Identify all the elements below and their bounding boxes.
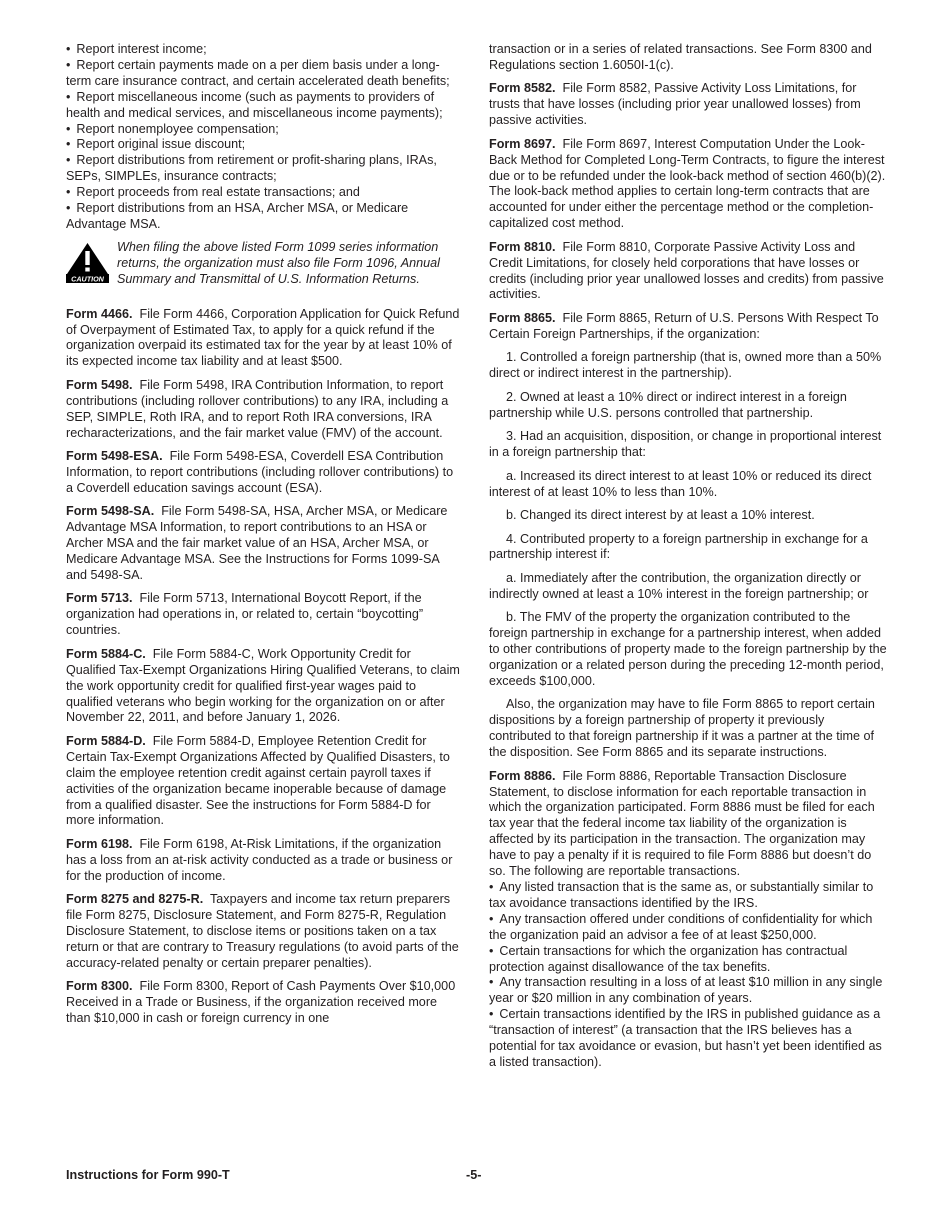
section-heading: Form 8697. — [489, 136, 556, 151]
list-item: a. Immediately after the contribution, the organization directly or indirectly owned at least a 10% interest in the foreign partnership; or — [489, 570, 869, 601]
section-text: File Form 5498-ESA, Coverdell ESA Contribution Information, to report contributions (including rollover contributions) to a Coverdell education savings account (ESA). — [66, 449, 454, 495]
list-item: • Report miscellaneous income (such as payments to providers of health and medical services, and miscellaneous income payments); — [66, 90, 462, 122]
list-item: a. Increased its direct interest to at least 10% or reduced its direct interest of at least 10% to less than 10%. — [489, 468, 872, 499]
section-form-4466 — [66, 307, 462, 371]
list-item: • Certain transactions for which the organization has contractual protection against disallowance of the tax benefits. — [489, 944, 887, 976]
section-heading: Form 5884-D. — [66, 733, 146, 748]
section-text: File Form 8300, Report of Cash Payments Over $10,000 Received in a Trade or Business, if the organization received more than $10,000 in cash or foreign currency in one — [66, 979, 456, 1026]
section-text: File Form 5884-C, Work Opportunity Credit for Qualified Tax-Exempt Organizations Hiring Qualified Veterans, to claim the work opportunity credit for qualified first-year wages paid to qualified veterans who begin working for the organization on or after November 22, 2011, and before January 1, 2026. — [66, 646, 460, 725]
section-heading: Form 5713. — [66, 591, 133, 606]
caution-icon — [66, 242, 109, 283]
list-item: • Any transaction resulting in a loss of at least $10 million in any single year or $20 million in any combination of years. — [489, 975, 887, 1007]
section-text: File Form 5498-SA, HSA, Archer MSA, or Medicare Advantage MSA Information, to report contributions to an HSA or Archer MSA and the fair market value of an HSA, Archer MSA, or Medicare Advantage MSA. See the Instructions for Forms 1099-SA and 5498-SA. — [66, 504, 448, 582]
list-item: b. Changed its direct interest by at least a 10% interest. — [506, 508, 815, 522]
section-form-5884-c — [66, 647, 462, 727]
right-column — [489, 42, 887, 1071]
section-text: File Form 6198, At-Risk Limitations, if the organization has a loss from an at-risk activity conducted as a trade or business or for the production of income. — [66, 836, 453, 883]
section-form-8300 — [66, 979, 462, 1027]
section-text: File Form 5498, IRA Contribution Information, to report contributions (including rollover contributions) to any IRA, including a SEP, SIMPLE, Roth IRA, and to report Roth IRA conversions, IRA recharacterizations, and the fair market value (FMV) of the account. — [66, 377, 449, 440]
section-heading: Form 8582. — [489, 81, 556, 96]
section-form-8886 — [489, 769, 887, 880]
paragraph: Also, the organization may have to file Form 8865 to report certain dispositions by a foreign partnership of property it previously contributed to that foreign partnership if it was a partner at the time of the disposition. See Form 8865 and its separate instructions. — [489, 697, 875, 760]
footer-title: Instructions for Form 990-T — [66, 1168, 230, 1182]
section-text: File Form 8865, Return of U.S. Persons With Respect To Certain Foreign Partnerships, if the organization: — [489, 310, 879, 341]
section-form-6198 — [66, 837, 462, 885]
list-item: b. The FMV of the property the organization contributed to the foreign partnership in exchange for a partnership interest, when added to other contributions of property made to the foreign partnership by the organization or a related person during the preceding 12-month period, exceeds $100,000. — [489, 610, 887, 688]
section-form-5498-sa — [66, 504, 462, 584]
section-heading: Form 5498. — [66, 377, 133, 392]
page-number: -5- — [466, 1168, 482, 1182]
section-heading: Form 4466. — [66, 306, 133, 321]
section-text: File Form 8810, Corporate Passive Activity Loss and Credit Limitations, for closely held corporations that have losses or credits (including prior year unallowed losses and credits) from passive activities. — [489, 239, 884, 302]
section-form-8697 — [489, 137, 887, 232]
continuation-text: transaction or in a series of related transactions. See Form 8300 and Regulations section 1.6050I-1(c). — [489, 42, 872, 72]
section-text: File Form 8886, Reportable Transaction Disclosure Statement, to disclose information for each reportable transaction in which the organization participated. Form 8886 must be filed for each tax year that the federal income tax liability of the organization is affected by its participation in the transaction. The organization may have to pay a penalty if it is required to file Form 8886 but doesn’t do so. The following are reportable transactions. — [489, 768, 875, 879]
list-item: • Report nonemployee compensation; — [66, 122, 462, 138]
section-text: Taxpayers and income tax return preparers file Form 8275, Disclosure Statement, and Form 8275-R, Regulation Disclosure Statement, to disclose items or positions taken on a tax return or that are contrary to Treasury regulations (to avoid parts of the accuracy-related penalty or certain preparer penalties). — [66, 892, 459, 970]
list-item: • Report distributions from retirement or profit-sharing plans, IRAs, SEPs, SIMPLEs, insurance contracts; — [66, 153, 462, 185]
section-heading: Form 8275 and 8275-R. — [66, 892, 204, 907]
list-item: 3. Had an acquisition, disposition, or change in proportional interest in a foreign partnership that: — [489, 429, 882, 460]
section-heading: Form 8810. — [489, 239, 556, 254]
section-form-8275 — [66, 892, 462, 972]
section-heading: Form 8886. — [489, 768, 556, 783]
section-text: File Form 5884-D, Employee Retention Credit for Certain Tax-Exempt Organizations Affected by Qualified Disasters, to claim the employee retention credit against certain payroll taxes if activities of the organization became inoperable because of damage from a qualified disaster. See the instructions for Form 5884-D for more information. — [66, 733, 450, 828]
caution-note — [66, 240, 462, 288]
section-form-5884-d — [66, 734, 462, 829]
section-heading: Form 8865. — [489, 310, 556, 325]
list-item: • Report distributions from an HSA, Archer MSA, or Medicare Advantage MSA. — [66, 201, 462, 233]
section-form-8865 — [489, 311, 887, 343]
list-item: • Report proceeds from real estate transactions; and — [66, 185, 462, 201]
section-form-5498 — [66, 378, 462, 442]
section-heading: Form 6198. — [66, 836, 133, 851]
section-text: File Form 4466, Corporation Application for Quick Refund of Overpayment of Estimated Tax, to apply for a quick refund if the organization overpaid its estimated tax for the year by at least 10% of its expected income tax liability and at least $500. — [66, 306, 460, 369]
section-text: File Form 5713, International Boycott Report, if the organization had operations in, or related to, certain “boycotting” countries. — [66, 591, 424, 638]
section-form-8810 — [489, 240, 887, 304]
list-item: 4. Contributed property to a foreign partnership in exchange for a partnership interest if: — [489, 531, 868, 562]
section-form-8582 — [489, 81, 887, 129]
list-item: 1. Controlled a foreign partnership (that is, owned more than a 50% direct or indirect interest in the partnership). — [489, 350, 882, 381]
section-text: File Form 8582, Passive Activity Loss Limitations, for trusts that have losses (including prior year unallowed losses) from passive activities. — [489, 81, 861, 128]
list-item: • Report interest income; — [66, 42, 462, 58]
section-heading: Form 8300. — [66, 979, 133, 994]
list-item: • Any listed transaction that is the same as, or substantially similar to tax avoidance transactions identified by the IRS. — [489, 880, 887, 912]
section-form-5498-esa — [66, 449, 462, 497]
section-heading: Form 5884-C. — [66, 646, 146, 661]
caution-text: When filing the above listed Form 1099 series information returns, the organization must also file Form 1096, Annual Summary and Transmittal of U.S. Information Returns. — [117, 239, 440, 286]
section-text: File Form 8697, Interest Computation Under the Look-Back Method for Completed Long-Term Contracts, to figure the interest due or to be refunded under the look-back method of section 460(b)(2). The look-back method applies to certain long-term contracts that are accounted for under either the percentage method or the completion-capitalized cost method. — [489, 136, 886, 231]
left-column — [66, 42, 462, 1035]
section-heading: Form 5498-ESA. — [66, 449, 163, 464]
list-item: 2. Owned at least a 10% direct or indirect interest in a foreign partnership while U.S. persons controlled that partnership. — [489, 389, 847, 420]
section-form-5713 — [66, 591, 462, 639]
list-item: • Certain transactions identified by the IRS in published guidance as a “transaction of interest” (a transaction that the IRS believes has a potential for tax avoidance or evasion, but hasn’t yet been identified as a listed transaction). — [489, 1007, 887, 1071]
list-item: • Report original issue discount; — [66, 137, 462, 153]
list-item: • Report certain payments made on a per diem basis under a long-term care insurance contract, and certain accelerated death benefits; — [66, 58, 462, 90]
caution-label: CAUTION — [71, 274, 104, 283]
section-heading: Form 5498-SA. — [66, 504, 155, 519]
list-item: • Any transaction offered under conditions of confidentiality for which the organization paid an advisor a fee of at least $250,000. — [489, 912, 887, 944]
